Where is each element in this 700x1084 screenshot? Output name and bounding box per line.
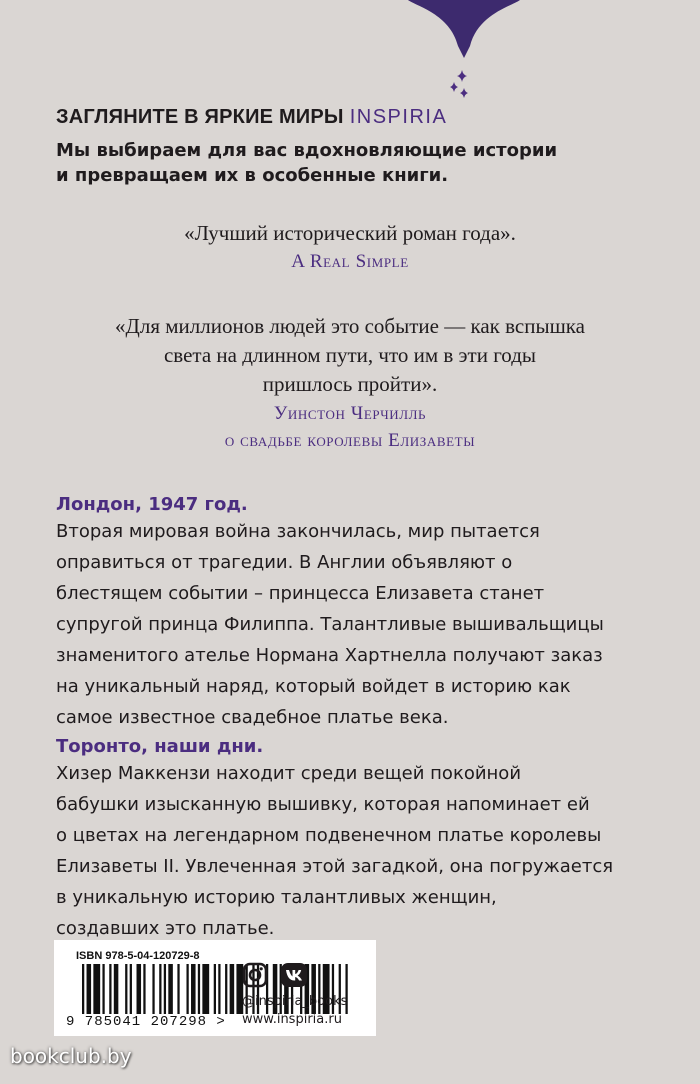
barcode-bar xyxy=(114,964,119,1014)
barcode-bar xyxy=(230,964,235,1014)
barcode-bar xyxy=(168,964,173,1014)
barcode-bar xyxy=(143,964,145,1014)
isbn-label: ISBN 978-5-04-120729-8 xyxy=(76,950,200,962)
headline xyxy=(56,106,656,129)
instagram-icon[interactable] xyxy=(242,962,268,988)
brand-name: INSPIRIA xyxy=(349,106,448,128)
barcode-bar xyxy=(93,964,100,1014)
barcode-bar xyxy=(102,964,104,1014)
text-line: оправиться от трагедии. В Англии объявляют о xyxy=(56,552,513,573)
quote-author-churchill xyxy=(50,400,650,454)
text-line: Елизаветы II. Увлеченная этой загадкой, она погружается xyxy=(56,856,614,877)
barcode-bar xyxy=(225,964,227,1014)
headline-text: ЗАГЛЯНИТЕ В ЯРКИЕ МИРЫ xyxy=(56,106,344,128)
barcode-bar xyxy=(159,964,161,1014)
quote-line: пришлось пройти». xyxy=(262,372,438,396)
barcode-bar xyxy=(191,964,196,1014)
quote-churchill xyxy=(50,312,650,399)
barcode-bar xyxy=(186,964,188,1014)
text-line: создавших это платье. xyxy=(56,918,275,939)
intro-line: и превращаем их в особенные книги. xyxy=(56,165,449,186)
text-line: Хизер Маккензи находит среди вещей покойной xyxy=(56,763,522,784)
text-line: на уникальный наряд, который войдет в историю как xyxy=(56,676,571,697)
vk-icon[interactable] xyxy=(280,962,308,988)
barcode-bar xyxy=(202,964,209,1014)
barcode-bar xyxy=(177,964,179,1014)
barcode-bar xyxy=(152,964,154,1014)
barcode-bar xyxy=(125,964,127,1014)
text-line: знаменитого ателье Нормана Хартнелла получают заказ xyxy=(56,645,603,666)
barcode-bar xyxy=(137,964,142,1014)
text-line: самое известное свадебное платье века. xyxy=(56,707,449,728)
text-line: Вторая мировая война закончилась, мир пытается xyxy=(56,521,540,542)
text-line: блестящем событии – принцесса Елизавета станет xyxy=(56,583,545,604)
barcode-bar xyxy=(198,964,200,1014)
author-line: Уинстон Черчилль xyxy=(273,403,427,424)
social-handle[interactable]: @inspiria_books xyxy=(242,994,348,1009)
website-link[interactable]: www.inspiria.ru xyxy=(242,1012,342,1027)
text-line: в уникальную историю талантливых женщин, xyxy=(56,887,497,908)
section-text-london xyxy=(56,516,646,733)
barcode-bar xyxy=(109,964,111,1014)
barcode-bar xyxy=(82,964,84,1014)
quote-line: «Для миллионов людей это событие — как вспышка xyxy=(115,314,585,338)
text-line: бабушки изысканную вышивку, которая напоминает ей xyxy=(56,794,590,815)
top-tab-shape xyxy=(0,0,700,60)
barcode-bar xyxy=(214,964,216,1014)
text-line: супругой принца Филиппа. Талантливые вышивальщицы xyxy=(56,614,604,635)
intro-line: Мы выбираем для вас вдохновляющие истории xyxy=(56,140,558,161)
section-title-london: Лондон, 1947 год. xyxy=(56,494,248,515)
author-line: о свадьбе королевы Елизаветы xyxy=(224,430,476,451)
quote-line: света на длинном пути, что им в эти годы xyxy=(163,343,537,367)
barcode-bar xyxy=(164,964,166,1014)
section-text-toronto xyxy=(56,758,646,944)
section-title-toronto: Торонто, наши дни. xyxy=(56,736,264,757)
quote-real-simple: «Лучший исторический роман года». xyxy=(184,221,516,245)
sparkle-icon xyxy=(446,66,476,102)
barcode-bar xyxy=(218,964,220,1014)
barcode-bar xyxy=(87,964,92,1014)
ean-digits: 9 785041 207298 > xyxy=(66,1014,226,1030)
watermark: bookclub.by xyxy=(10,1044,132,1068)
intro-text xyxy=(56,138,656,188)
quote-author-real-simple: A Real Simple xyxy=(291,251,409,272)
text-line: о цветах на легендарном подвенечном платье королевы xyxy=(56,825,602,846)
barcode-bar xyxy=(130,964,132,1014)
